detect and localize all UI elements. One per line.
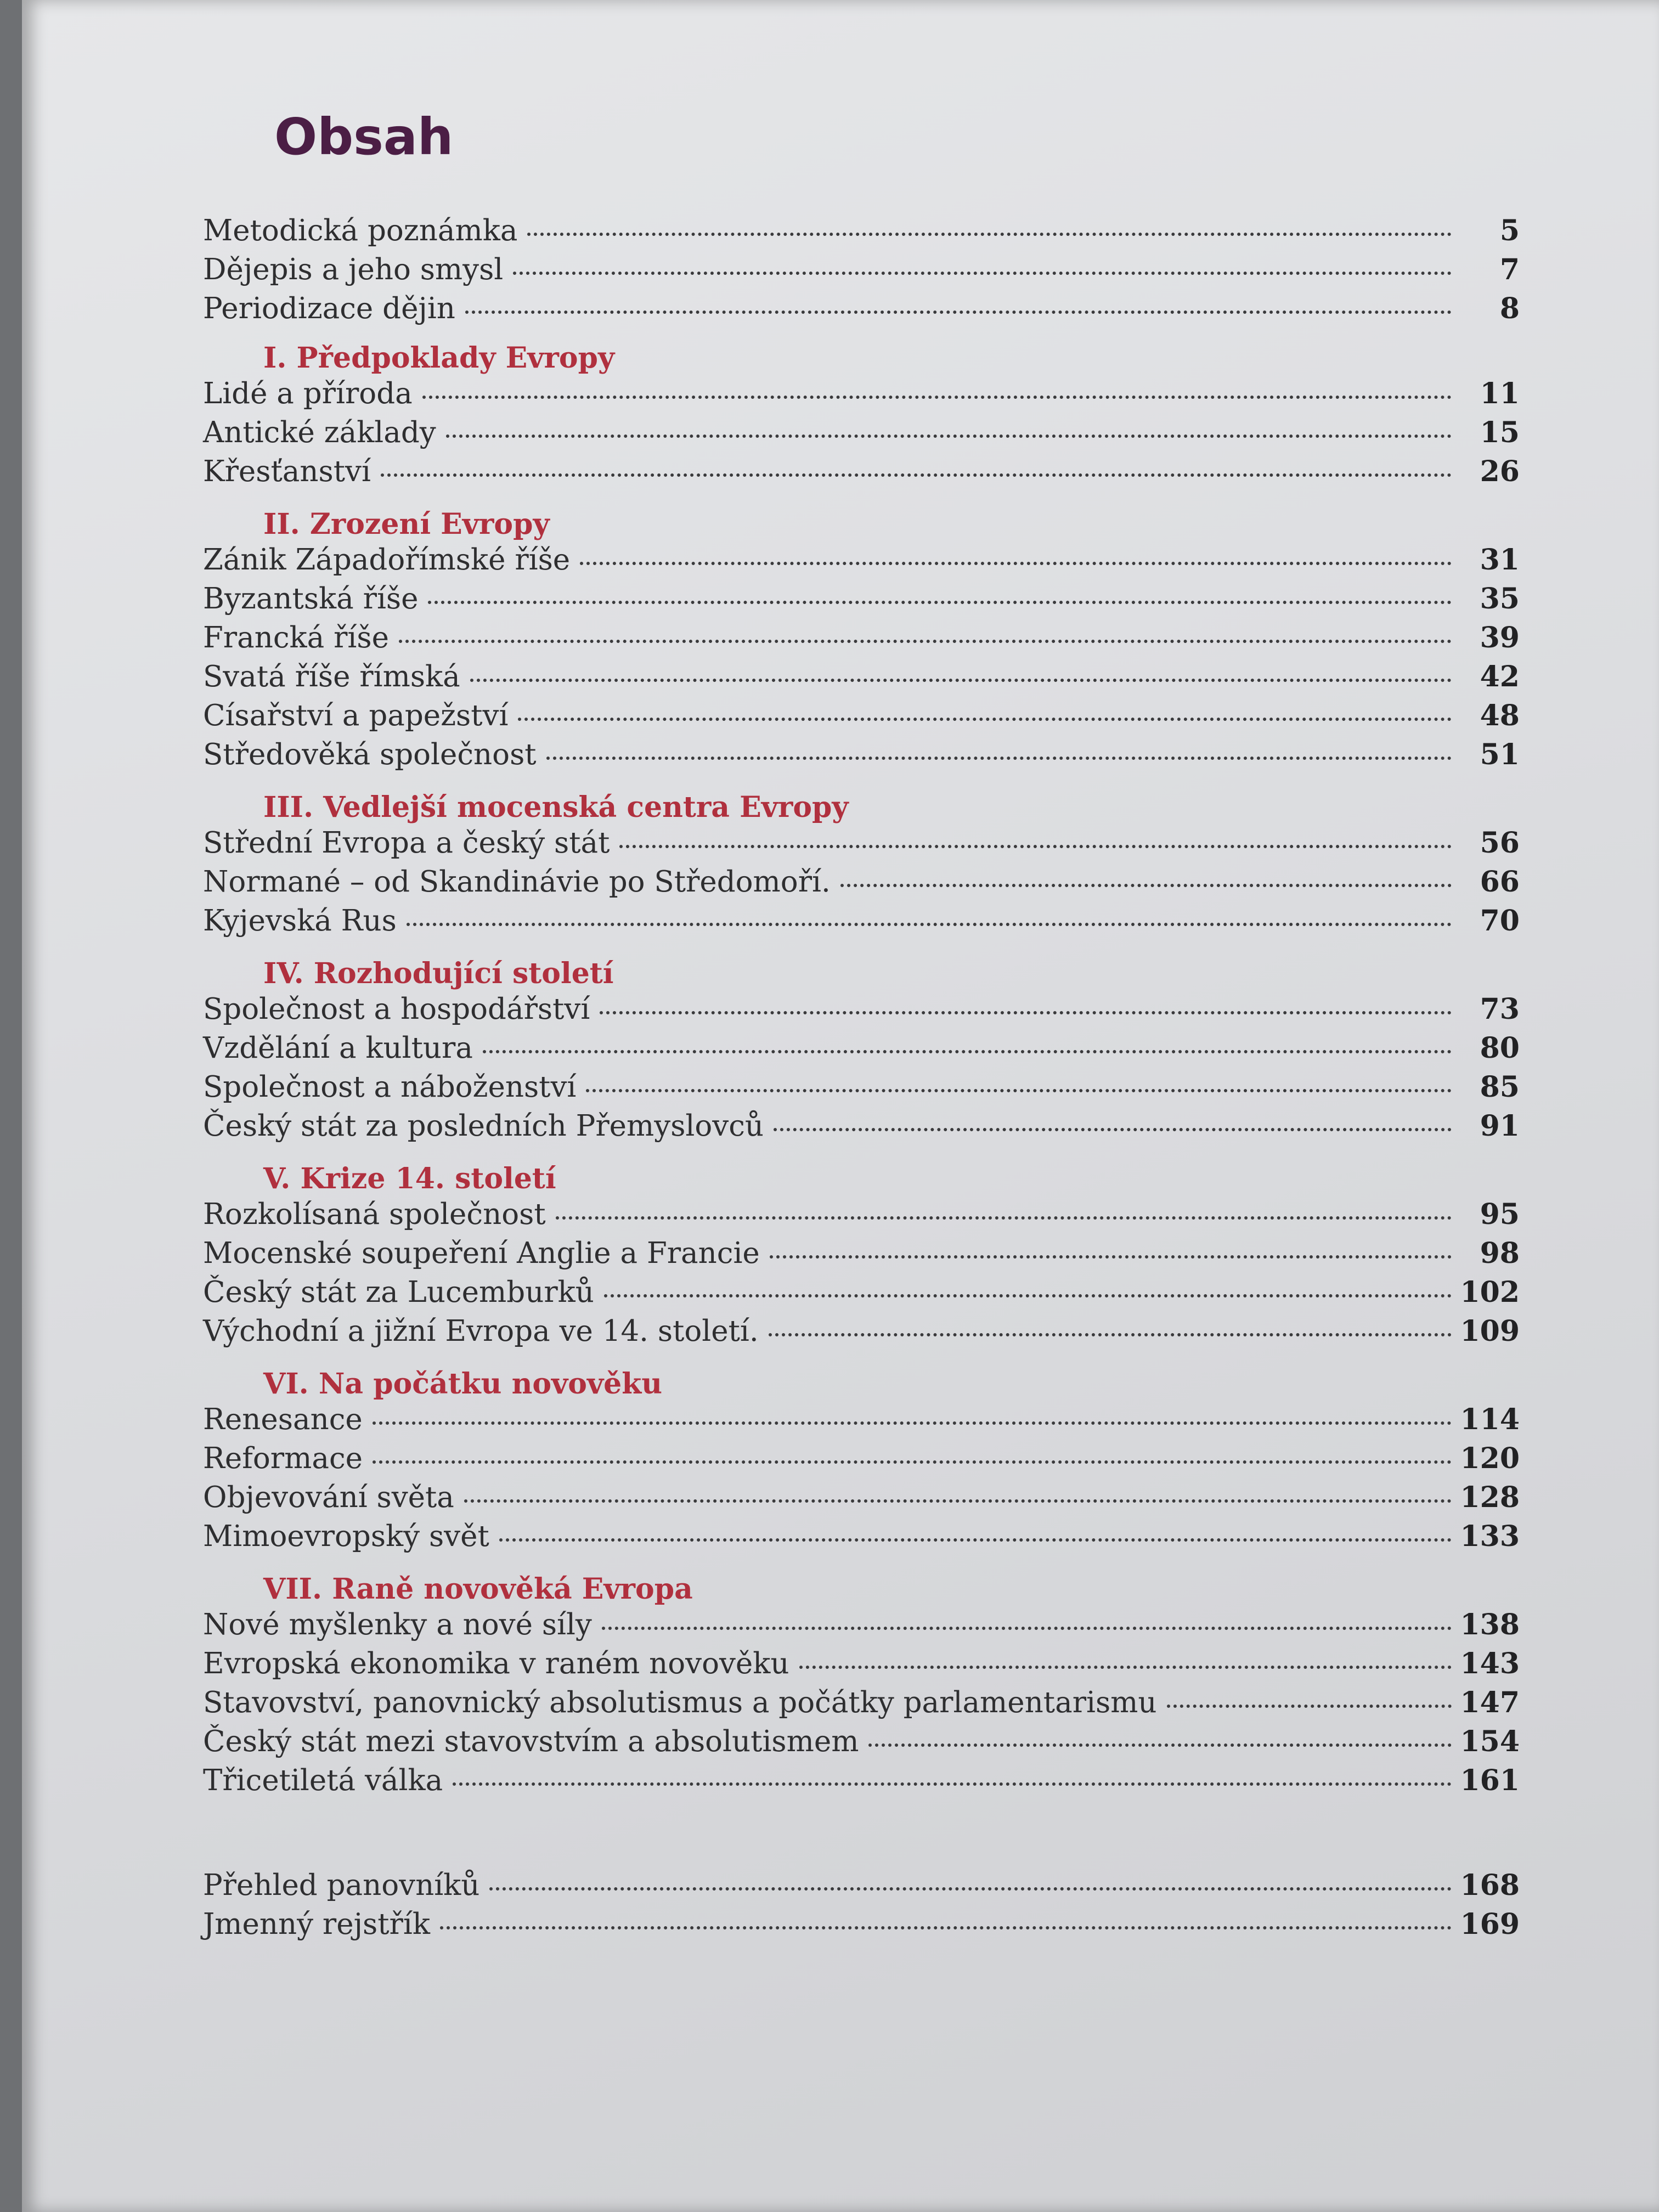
toc-entry-title: Jmenný rejstřík [203, 1908, 430, 1941]
toc-entry-title: Přehled panovníků [203, 1869, 480, 1902]
toc-entry-title: Svatá říše římská [203, 660, 460, 693]
toc-entry [203, 1869, 1520, 1908]
toc-page-number: 168 [1460, 1869, 1520, 1902]
toc-entry [203, 865, 1520, 904]
toc-entry [203, 738, 1520, 777]
toc-page-number: 39 [1480, 621, 1520, 654]
part-heading: I. Předpoklady Evropy [263, 341, 615, 375]
dot-leader [1167, 1705, 1452, 1708]
dot-leader [774, 1128, 1452, 1131]
toc-entry [203, 1276, 1520, 1314]
toc-entry-title: Periodizace dějin [203, 292, 455, 325]
toc-entry-title: Mocenské soupeření Anglie a Francie [203, 1237, 760, 1270]
toc-entry [203, 699, 1520, 738]
dot-leader [868, 1743, 1452, 1747]
toc-page-number: 120 [1460, 1442, 1520, 1475]
toc-entry [203, 253, 1520, 292]
toc-entry [203, 826, 1520, 865]
toc-entry [203, 1908, 1520, 1946]
dot-leader [600, 1011, 1452, 1014]
toc-entry-title: Evropská ekonomika v raném novověku [203, 1647, 789, 1680]
toc-page-number: 35 [1480, 582, 1520, 616]
toc-entry [203, 1031, 1520, 1070]
dot-leader [602, 1627, 1452, 1630]
toc-page-number: 8 [1499, 292, 1520, 325]
book-page [22, 0, 1659, 2212]
toc-page-number: 154 [1460, 1725, 1520, 1758]
toc-entry-title: Nové myšlenky a nové síly [203, 1608, 592, 1641]
toc-entry-title: Český stát mezi stavovstvím a absolutismem [203, 1725, 859, 1758]
toc-entry [203, 416, 1520, 455]
dot-leader [513, 272, 1452, 275]
dot-leader [373, 1421, 1452, 1425]
toc-entry [203, 621, 1520, 660]
toc-page-number: 56 [1480, 826, 1520, 860]
table-of-contents [203, 214, 1520, 1946]
page-title: Obsah [274, 108, 454, 166]
toc-entry-title: Normané – od Skandinávie po Středomoří. [203, 865, 831, 899]
toc-page-number: 95 [1480, 1198, 1520, 1231]
toc-entry-title: Vzdělání a kultura [203, 1031, 473, 1065]
dot-leader [770, 1255, 1452, 1259]
toc-entry [203, 1481, 1520, 1520]
dot-leader [799, 1666, 1452, 1669]
toc-entry [203, 1070, 1520, 1109]
toc-entry-title: Český stát za Lucemburků [203, 1276, 594, 1309]
toc-entry [203, 582, 1520, 621]
toc-entry [203, 1725, 1520, 1764]
dot-leader [580, 562, 1452, 565]
toc-entry [203, 904, 1520, 943]
toc-entry-title: Východní a jižní Evropa ve 14. století. [203, 1314, 759, 1348]
dot-leader [428, 601, 1452, 604]
toc-page-number: 51 [1480, 738, 1520, 771]
part-heading: VII. Raně novověká Evropa [263, 1572, 693, 1606]
dot-leader [464, 1499, 1452, 1503]
dot-leader [373, 1460, 1452, 1464]
toc-entry-title: Společnost a hospodářství [203, 992, 590, 1026]
toc-page-number: 80 [1480, 1031, 1520, 1065]
dot-leader [586, 1089, 1452, 1092]
dot-leader [619, 845, 1452, 848]
dot-leader [499, 1538, 1452, 1542]
toc-entry [203, 1198, 1520, 1237]
dot-leader [840, 884, 1452, 887]
toc-entry-title: Křesťanství [203, 455, 371, 488]
dot-leader [446, 435, 1452, 438]
toc-entry [203, 1403, 1520, 1442]
part-heading: VI. Na počátku novověku [263, 1367, 663, 1401]
toc-entry-title: Středověká společnost [203, 738, 537, 771]
toc-entry-title: Mimoevropský svět [203, 1520, 489, 1553]
dot-leader [440, 1926, 1452, 1929]
toc-entry-title: Společnost a náboženství [203, 1070, 577, 1104]
toc-page-number: 109 [1460, 1314, 1520, 1348]
toc-page-number: 114 [1460, 1403, 1520, 1436]
toc-entry-title: Střední Evropa a český stát [203, 826, 610, 860]
toc-entry-title: Byzantská říše [203, 582, 419, 616]
toc-entry [203, 1686, 1520, 1725]
part-heading: III. Vedlejší mocenská centra Evropy [263, 791, 849, 824]
toc-page-number: 161 [1460, 1764, 1520, 1797]
toc-page-number: 143 [1460, 1647, 1520, 1680]
toc-page-number: 5 [1499, 214, 1520, 247]
toc-entry-title: Český stát za posledních Přemyslovců [203, 1109, 764, 1143]
toc-entry [203, 1442, 1520, 1481]
dot-leader [399, 640, 1452, 643]
toc-page-number: 91 [1480, 1109, 1520, 1143]
part-heading: IV. Rozhodující století [263, 957, 614, 990]
toc-page-number: 66 [1480, 865, 1520, 899]
toc-page-number: 98 [1480, 1237, 1520, 1270]
toc-page-number: 85 [1480, 1070, 1520, 1104]
toc-entry-title: Třicetiletá válka [203, 1764, 443, 1797]
dot-leader [546, 757, 1452, 760]
dot-leader [470, 679, 1452, 682]
toc-entry-title: Zánik Západořímské říše [203, 543, 571, 577]
toc-page-number: 42 [1480, 660, 1520, 693]
toc-entry [203, 377, 1520, 416]
dot-leader [483, 1050, 1452, 1053]
dot-leader [604, 1294, 1452, 1297]
toc-entry [203, 992, 1520, 1031]
toc-entry [203, 214, 1520, 253]
toc-page-number: 138 [1460, 1608, 1520, 1641]
toc-page-number: 102 [1460, 1276, 1520, 1309]
toc-entry-title: Reformace [203, 1442, 363, 1475]
toc-page-number: 70 [1480, 904, 1520, 938]
toc-entry-title: Objevování světa [203, 1481, 454, 1514]
toc-page-number: 26 [1480, 455, 1520, 488]
toc-page-number: 147 [1460, 1686, 1520, 1719]
toc-entry [203, 1647, 1520, 1686]
toc-entry [203, 1109, 1520, 1148]
toc-page-number: 15 [1480, 416, 1520, 449]
toc-page-number: 133 [1460, 1520, 1520, 1553]
toc-entry [203, 1608, 1520, 1647]
toc-page-number: 48 [1480, 699, 1520, 732]
toc-entry [203, 1237, 1520, 1276]
toc-entry-title: Renesance [203, 1403, 363, 1436]
page-content [203, 104, 1520, 2057]
part-heading: II. Zrození Evropy [263, 507, 550, 541]
section-spacer [203, 1803, 1520, 1869]
dot-leader [556, 1216, 1452, 1220]
toc-entry [203, 1520, 1520, 1559]
toc-page-number: 31 [1480, 543, 1520, 577]
dot-leader [407, 923, 1452, 926]
toc-entry-title: Císařství a papežství [203, 699, 509, 732]
dot-leader [453, 1782, 1452, 1786]
toc-entry-title: Lidé a příroda [203, 377, 413, 410]
toc-page-number: 73 [1480, 992, 1520, 1026]
toc-entry-title: Stavovství, panovnický absolutismus a počátky parlamentarismu [203, 1686, 1157, 1719]
toc-entry [203, 543, 1520, 582]
toc-entry-title: Kyjevská Rus [203, 904, 397, 938]
toc-entry [203, 1764, 1520, 1803]
toc-page-number: 128 [1460, 1481, 1520, 1514]
dot-leader [769, 1333, 1452, 1336]
dot-leader [465, 311, 1452, 314]
toc-entry-title: Antické základy [203, 416, 436, 449]
toc-entry-title: Francká říše [203, 621, 389, 654]
toc-entry-title: Dějepis a jeho smysl [203, 253, 504, 286]
toc-page-number: 7 [1499, 253, 1520, 286]
toc-page-number: 11 [1480, 377, 1520, 410]
dot-leader [422, 396, 1452, 399]
dot-leader [518, 718, 1452, 721]
toc-entry [203, 660, 1520, 699]
part-heading: V. Krize 14. století [263, 1162, 556, 1195]
toc-entry [203, 1314, 1520, 1353]
toc-entry [203, 292, 1520, 331]
toc-entry-title: Rozkolísaná společnost [203, 1198, 546, 1231]
dot-leader [381, 473, 1452, 477]
toc-page-number: 169 [1460, 1908, 1520, 1941]
dot-leader [527, 233, 1452, 236]
dot-leader [489, 1887, 1452, 1891]
toc-entry [203, 455, 1520, 494]
toc-entry-title: Metodická poznámka [203, 214, 518, 247]
